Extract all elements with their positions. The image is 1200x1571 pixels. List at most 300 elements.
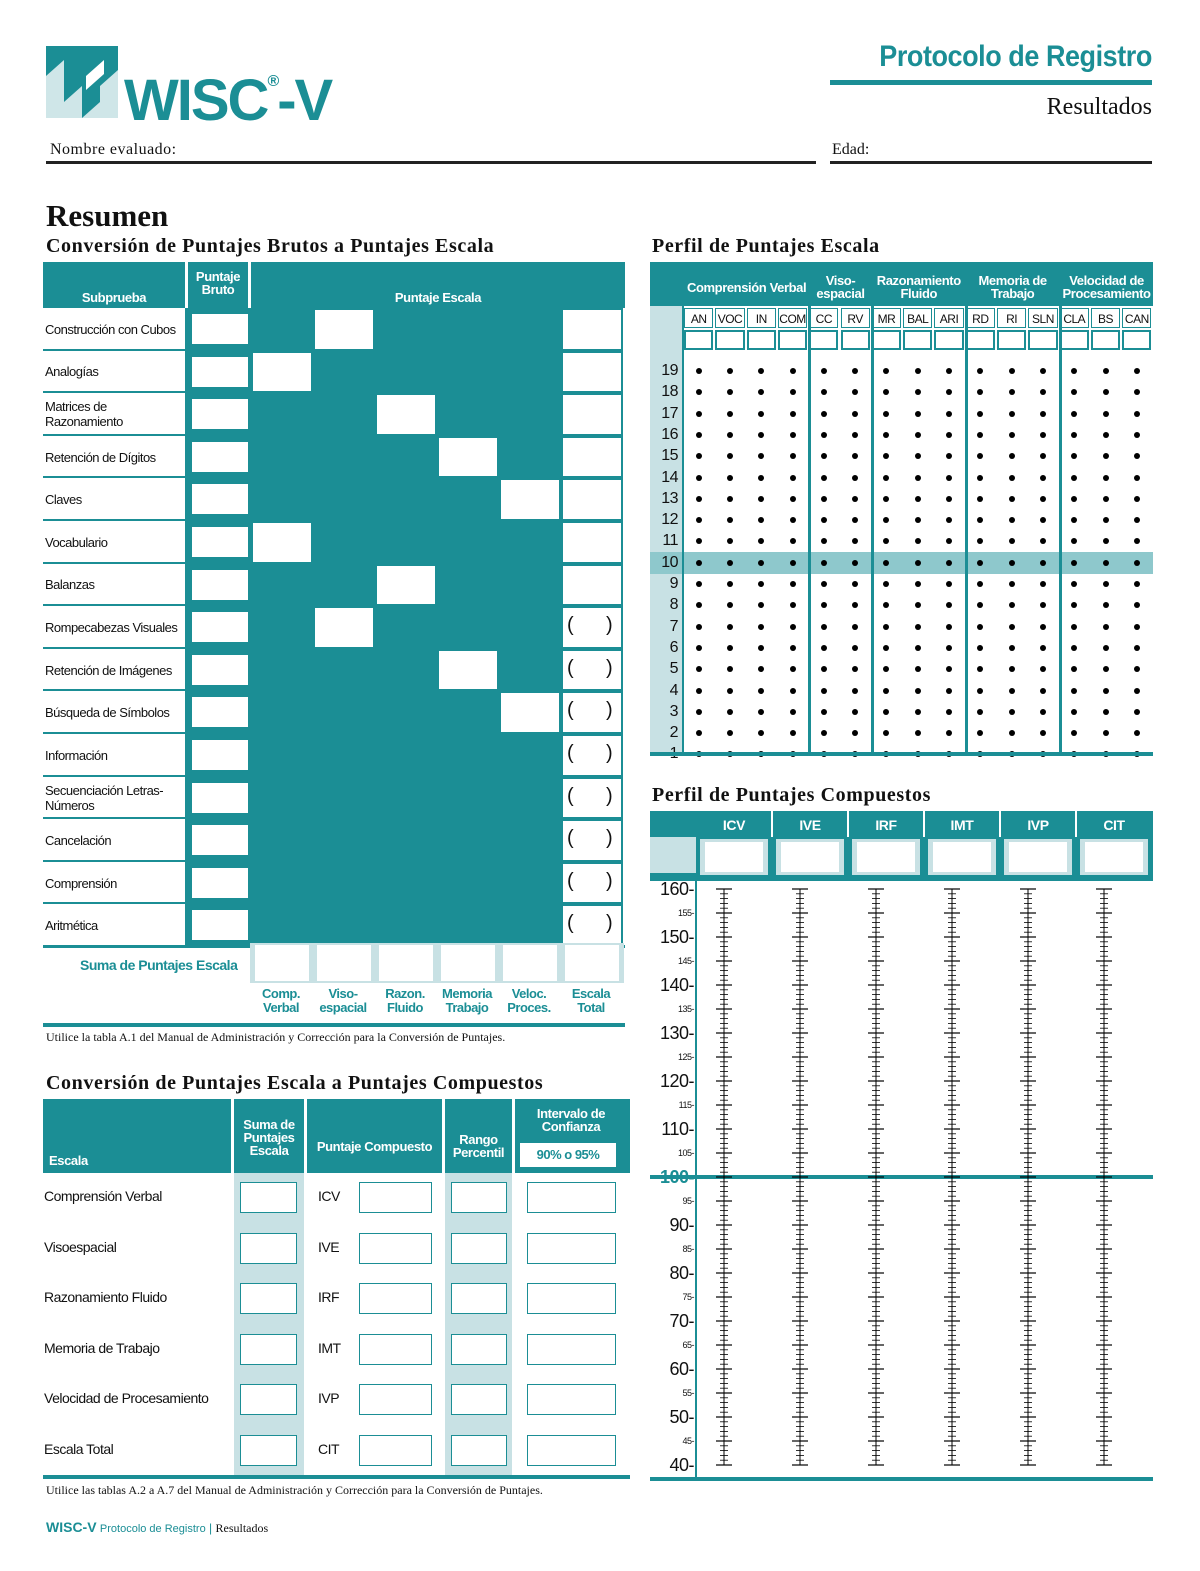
profile-dot[interactable] xyxy=(852,645,858,651)
profile-dot[interactable] xyxy=(852,389,858,395)
profile-dot[interactable] xyxy=(883,624,889,630)
raw-score-input[interactable] xyxy=(192,655,248,685)
profile-dot[interactable] xyxy=(852,688,858,694)
sum-input[interactable] xyxy=(240,1182,297,1213)
profile-dot[interactable] xyxy=(727,624,733,630)
profile-dot[interactable] xyxy=(821,389,827,395)
profile-dot[interactable] xyxy=(821,496,827,502)
profile-dot[interactable] xyxy=(790,496,796,502)
scaled-score-input[interactable] xyxy=(499,691,561,734)
profile-dot[interactable] xyxy=(727,666,733,672)
profile-dot[interactable] xyxy=(883,432,889,438)
raw-score-input[interactable] xyxy=(192,697,248,727)
profile-dot[interactable] xyxy=(946,538,952,544)
profile-score-input[interactable] xyxy=(684,330,713,350)
profile-score-input[interactable] xyxy=(1060,330,1089,350)
profile-dot[interactable] xyxy=(946,730,952,736)
profile-dot[interactable] xyxy=(758,432,764,438)
profile-dot[interactable] xyxy=(883,411,889,417)
profile-dot[interactable] xyxy=(821,709,827,715)
profile-dot[interactable] xyxy=(1040,730,1046,736)
profile-dot[interactable] xyxy=(727,581,733,587)
profile-dot[interactable] xyxy=(1009,411,1015,417)
raw-score-input[interactable] xyxy=(192,442,248,472)
profile-dot[interactable] xyxy=(1103,432,1109,438)
profile-dot[interactable] xyxy=(883,368,889,374)
profile-dot[interactable] xyxy=(883,645,889,651)
profile-dot[interactable] xyxy=(915,389,921,395)
profile-dot[interactable] xyxy=(977,368,983,374)
scaled-score-input[interactable] xyxy=(561,478,623,521)
profile-dot[interactable] xyxy=(696,453,702,459)
raw-score-input[interactable] xyxy=(192,825,248,855)
profile-dot[interactable] xyxy=(821,624,827,630)
profile-dot[interactable] xyxy=(1071,368,1077,374)
profile-dot[interactable] xyxy=(696,666,702,672)
raw-score-input[interactable] xyxy=(192,484,248,514)
profile-dot[interactable] xyxy=(915,645,921,651)
profile-dot[interactable] xyxy=(727,475,733,481)
profile-dot[interactable] xyxy=(758,389,764,395)
profile-dot[interactable] xyxy=(696,560,702,566)
profile-dot[interactable] xyxy=(696,496,702,502)
profile-dot[interactable] xyxy=(1103,602,1109,608)
profile-score-input[interactable] xyxy=(1091,330,1120,350)
profile-dot[interactable] xyxy=(1103,368,1109,374)
profile-dot[interactable] xyxy=(883,538,889,544)
profile-dot[interactable] xyxy=(946,645,952,651)
profile-dot[interactable] xyxy=(727,688,733,694)
profile-dot[interactable] xyxy=(883,453,889,459)
profile-dot[interactable] xyxy=(1040,517,1046,523)
profile-dot[interactable] xyxy=(1009,581,1015,587)
profile-dot[interactable] xyxy=(1040,432,1046,438)
sum-input[interactable] xyxy=(240,1283,297,1314)
sum-input[interactable] xyxy=(240,1334,297,1365)
profile-dot[interactable] xyxy=(946,517,952,523)
profile-dot[interactable] xyxy=(1134,517,1140,523)
profile-dot[interactable] xyxy=(696,581,702,587)
profile-dot[interactable] xyxy=(790,624,796,630)
profile-dot[interactable] xyxy=(1103,389,1109,395)
scaled-score-input[interactable] xyxy=(251,351,313,394)
profile-dot[interactable] xyxy=(883,475,889,481)
sum-scaled-input[interactable] xyxy=(503,945,557,981)
profile-dot[interactable] xyxy=(821,432,827,438)
profile-dot[interactable] xyxy=(758,517,764,523)
profile-dot[interactable] xyxy=(1071,517,1077,523)
profile-dot[interactable] xyxy=(1009,666,1015,672)
composite-input[interactable] xyxy=(359,1334,432,1365)
profile-score-input[interactable] xyxy=(747,330,776,350)
profile-dot[interactable] xyxy=(852,624,858,630)
profile-dot[interactable] xyxy=(1071,389,1077,395)
profile-dot[interactable] xyxy=(1009,624,1015,630)
profile-dot[interactable] xyxy=(852,666,858,672)
profile-dot[interactable] xyxy=(852,560,858,566)
scaled-score-input[interactable] xyxy=(437,649,499,692)
profile-dot[interactable] xyxy=(1009,475,1015,481)
raw-score-input[interactable] xyxy=(192,527,248,557)
interval-input[interactable] xyxy=(527,1283,616,1314)
profile-dot[interactable] xyxy=(852,709,858,715)
scaled-score-input[interactable] xyxy=(313,606,375,649)
profile-dot[interactable] xyxy=(977,517,983,523)
profile-dot[interactable] xyxy=(1071,453,1077,459)
sum-scaled-input[interactable] xyxy=(441,945,495,981)
profile-dot[interactable] xyxy=(977,432,983,438)
profile-dot[interactable] xyxy=(790,560,796,566)
profile-dot[interactable] xyxy=(790,581,796,587)
profile-dot[interactable] xyxy=(696,624,702,630)
profile-dot[interactable] xyxy=(946,432,952,438)
profile-dot[interactable] xyxy=(790,602,796,608)
profile-dot[interactable] xyxy=(946,688,952,694)
profile-dot[interactable] xyxy=(852,496,858,502)
profile-dot[interactable] xyxy=(696,475,702,481)
sum-input[interactable] xyxy=(240,1384,297,1415)
profile-dot[interactable] xyxy=(1103,411,1109,417)
profile-dot[interactable] xyxy=(1040,453,1046,459)
composite-input[interactable] xyxy=(359,1384,432,1415)
profile-dot[interactable] xyxy=(883,581,889,587)
profile-dot[interactable] xyxy=(1071,475,1077,481)
interval-input[interactable] xyxy=(527,1384,616,1415)
profile-dot[interactable] xyxy=(1009,602,1015,608)
profile-dot[interactable] xyxy=(1071,645,1077,651)
profile-dot[interactable] xyxy=(821,560,827,566)
profile-score-input[interactable] xyxy=(841,330,870,350)
profile-dot[interactable] xyxy=(1134,709,1140,715)
scaled-score-input[interactable] xyxy=(499,478,561,521)
profile-dot[interactable] xyxy=(1134,730,1140,736)
profile-dot[interactable] xyxy=(977,645,983,651)
profile-score-input[interactable] xyxy=(872,330,901,350)
profile-dot[interactable] xyxy=(1134,560,1140,566)
profile-dot[interactable] xyxy=(915,688,921,694)
profile-dot[interactable] xyxy=(1071,624,1077,630)
raw-score-input[interactable] xyxy=(192,570,248,600)
profile-dot[interactable] xyxy=(790,666,796,672)
profile-dot[interactable] xyxy=(1009,730,1015,736)
profile-dot[interactable] xyxy=(977,496,983,502)
profile-dot[interactable] xyxy=(790,517,796,523)
profile-dot[interactable] xyxy=(946,411,952,417)
profile-dot[interactable] xyxy=(915,624,921,630)
profile-dot[interactable] xyxy=(852,581,858,587)
age-field[interactable] xyxy=(830,161,1152,164)
profile-dot[interactable] xyxy=(915,475,921,481)
profile-dot[interactable] xyxy=(852,602,858,608)
profile-dot[interactable] xyxy=(1071,730,1077,736)
profile-dot[interactable] xyxy=(915,560,921,566)
profile-dot[interactable] xyxy=(758,496,764,502)
profile-dot[interactable] xyxy=(883,602,889,608)
profile-dot[interactable] xyxy=(883,730,889,736)
raw-score-input[interactable] xyxy=(192,910,248,940)
profile-dot[interactable] xyxy=(1040,709,1046,715)
scaled-score-input[interactable] xyxy=(561,308,623,351)
profile-dot[interactable] xyxy=(852,432,858,438)
profile-dot[interactable] xyxy=(821,475,827,481)
profile-dot[interactable] xyxy=(852,517,858,523)
profile-dot[interactable] xyxy=(1040,581,1046,587)
scaled-score-input[interactable] xyxy=(375,393,437,436)
profile-dot[interactable] xyxy=(821,730,827,736)
profile-dot[interactable] xyxy=(821,581,827,587)
profile-dot[interactable] xyxy=(1071,709,1077,715)
profile-dot[interactable] xyxy=(696,602,702,608)
raw-score-input[interactable] xyxy=(192,399,248,429)
profile-score-input[interactable] xyxy=(966,330,995,350)
profile-dot[interactable] xyxy=(1103,581,1109,587)
profile-dot[interactable] xyxy=(883,517,889,523)
profile-score-input[interactable] xyxy=(1122,330,1151,350)
profile-score-input[interactable] xyxy=(903,330,932,350)
profile-dot[interactable] xyxy=(1134,368,1140,374)
profile-dot[interactable] xyxy=(1071,688,1077,694)
profile-dot[interactable] xyxy=(790,538,796,544)
profile-dot[interactable] xyxy=(915,602,921,608)
profile-dot[interactable] xyxy=(1103,624,1109,630)
raw-score-input[interactable] xyxy=(192,783,248,813)
profile-dot[interactable] xyxy=(758,602,764,608)
profile-dot[interactable] xyxy=(727,709,733,715)
profile-dot[interactable] xyxy=(946,709,952,715)
profile-dot[interactable] xyxy=(727,538,733,544)
profile-dot[interactable] xyxy=(758,730,764,736)
profile-dot[interactable] xyxy=(758,624,764,630)
profile-dot[interactable] xyxy=(1103,645,1109,651)
profile-dot[interactable] xyxy=(1134,624,1140,630)
profile-dot[interactable] xyxy=(1103,666,1109,672)
profile-dot[interactable] xyxy=(1103,517,1109,523)
profile-dot[interactable] xyxy=(946,560,952,566)
profile-dot[interactable] xyxy=(727,411,733,417)
profile-dot[interactable] xyxy=(915,453,921,459)
scaled-score-input[interactable] xyxy=(561,393,623,436)
profile-dot[interactable] xyxy=(915,432,921,438)
profile-dot[interactable] xyxy=(883,666,889,672)
profile-dot[interactable] xyxy=(1009,645,1015,651)
profile-dot[interactable] xyxy=(1040,666,1046,672)
percentile-input[interactable] xyxy=(451,1384,507,1415)
profile-dot[interactable] xyxy=(1009,389,1015,395)
raw-score-input[interactable] xyxy=(192,357,248,387)
profile-dot[interactable] xyxy=(977,666,983,672)
scaled-score-input[interactable] xyxy=(561,351,623,394)
profile-dot[interactable] xyxy=(1071,666,1077,672)
profile-dot[interactable] xyxy=(758,368,764,374)
profile-dot[interactable] xyxy=(915,666,921,672)
profile-dot[interactable] xyxy=(696,517,702,523)
percentile-input[interactable] xyxy=(451,1334,507,1365)
profile-dot[interactable] xyxy=(977,602,983,608)
profile-dot[interactable] xyxy=(1040,560,1046,566)
profile-dot[interactable] xyxy=(1103,475,1109,481)
profile-dot[interactable] xyxy=(1103,538,1109,544)
scaled-score-input[interactable] xyxy=(561,564,623,607)
profile-dot[interactable] xyxy=(883,389,889,395)
profile-dot[interactable] xyxy=(1009,688,1015,694)
profile-dot[interactable] xyxy=(1009,432,1015,438)
profile-dot[interactable] xyxy=(1040,602,1046,608)
profile-dot[interactable] xyxy=(1134,581,1140,587)
profile-dot[interactable] xyxy=(1103,688,1109,694)
profile-dot[interactable] xyxy=(696,368,702,374)
profile-dot[interactable] xyxy=(1134,411,1140,417)
sum-scaled-input[interactable] xyxy=(565,945,619,981)
profile-dot[interactable] xyxy=(727,496,733,502)
profile-dot[interactable] xyxy=(946,581,952,587)
profile-dot[interactable] xyxy=(790,709,796,715)
profile-dot[interactable] xyxy=(883,688,889,694)
profile-dot[interactable] xyxy=(915,730,921,736)
profile-dot[interactable] xyxy=(1040,368,1046,374)
profile-dot[interactable] xyxy=(1134,389,1140,395)
scaled-score-input[interactable] xyxy=(561,521,623,564)
profile-dot[interactable] xyxy=(852,368,858,374)
profile-dot[interactable] xyxy=(977,730,983,736)
profile-dot[interactable] xyxy=(758,666,764,672)
profile-dot[interactable] xyxy=(977,624,983,630)
profile-dot[interactable] xyxy=(696,432,702,438)
profile-dot[interactable] xyxy=(1040,538,1046,544)
profile-dot[interactable] xyxy=(946,453,952,459)
profile-dot[interactable] xyxy=(1103,709,1109,715)
profile-dot[interactable] xyxy=(758,475,764,481)
profile-dot[interactable] xyxy=(790,730,796,736)
percentile-input[interactable] xyxy=(451,1182,507,1213)
profile-dot[interactable] xyxy=(1071,538,1077,544)
profile-dot[interactable] xyxy=(977,688,983,694)
profile-dot[interactable] xyxy=(1071,560,1077,566)
profile-dot[interactable] xyxy=(915,496,921,502)
profile-dot[interactable] xyxy=(1071,581,1077,587)
composite-input[interactable] xyxy=(359,1435,432,1466)
scaled-score-input[interactable] xyxy=(561,436,623,479)
profile-dot[interactable] xyxy=(758,538,764,544)
profile-score-input[interactable] xyxy=(1028,330,1057,350)
profile-dot[interactable] xyxy=(758,688,764,694)
profile-dot[interactable] xyxy=(1134,602,1140,608)
profile-dot[interactable] xyxy=(1009,538,1015,544)
profile-dot[interactable] xyxy=(1134,475,1140,481)
profile-dot[interactable] xyxy=(977,709,983,715)
scaled-score-input[interactable] xyxy=(437,436,499,479)
sum-input[interactable] xyxy=(240,1233,297,1264)
profile-dot[interactable] xyxy=(1134,432,1140,438)
profile-dot[interactable] xyxy=(1134,453,1140,459)
profile-score-input[interactable] xyxy=(778,330,807,350)
profile-dot[interactable] xyxy=(758,453,764,459)
interval-input[interactable] xyxy=(527,1334,616,1365)
profile-dot[interactable] xyxy=(727,730,733,736)
profile-dot[interactable] xyxy=(727,368,733,374)
profile-dot[interactable] xyxy=(790,475,796,481)
profile-dot[interactable] xyxy=(727,453,733,459)
profile-dot[interactable] xyxy=(821,538,827,544)
profile-dot[interactable] xyxy=(852,538,858,544)
profile-dot[interactable] xyxy=(1040,411,1046,417)
profile-score-input[interactable] xyxy=(934,330,963,350)
profile-dot[interactable] xyxy=(1103,560,1109,566)
profile-dot[interactable] xyxy=(915,411,921,417)
profile-dot[interactable] xyxy=(1009,496,1015,502)
percentile-input[interactable] xyxy=(451,1233,507,1264)
profile-dot[interactable] xyxy=(727,432,733,438)
percentile-input[interactable] xyxy=(451,1435,507,1466)
profile-dot[interactable] xyxy=(790,645,796,651)
profile-dot[interactable] xyxy=(696,538,702,544)
profile-dot[interactable] xyxy=(821,602,827,608)
profile-dot[interactable] xyxy=(790,411,796,417)
raw-score-input[interactable] xyxy=(192,314,248,344)
profile-dot[interactable] xyxy=(946,666,952,672)
profile-dot[interactable] xyxy=(977,475,983,481)
raw-score-input[interactable] xyxy=(192,612,248,642)
profile-dot[interactable] xyxy=(790,389,796,395)
profile-dot[interactable] xyxy=(1134,666,1140,672)
profile-dot[interactable] xyxy=(1040,496,1046,502)
profile-dot[interactable] xyxy=(1040,389,1046,395)
sum-input[interactable] xyxy=(240,1435,297,1466)
profile-dot[interactable] xyxy=(946,624,952,630)
interval-input[interactable] xyxy=(527,1233,616,1264)
profile-dot[interactable] xyxy=(977,538,983,544)
profile-dot[interactable] xyxy=(852,730,858,736)
composite-input[interactable] xyxy=(359,1283,432,1314)
profile-dot[interactable] xyxy=(1009,453,1015,459)
profile-dot[interactable] xyxy=(946,602,952,608)
percentile-input[interactable] xyxy=(451,1283,507,1314)
scaled-score-input[interactable] xyxy=(313,308,375,351)
profile-dot[interactable] xyxy=(758,645,764,651)
profile-dot[interactable] xyxy=(977,453,983,459)
profile-dot[interactable] xyxy=(1071,432,1077,438)
profile-score-input[interactable] xyxy=(715,330,744,350)
profile-dot[interactable] xyxy=(915,517,921,523)
profile-score-input[interactable] xyxy=(997,330,1026,350)
profile-dot[interactable] xyxy=(821,411,827,417)
profile-dot[interactable] xyxy=(946,475,952,481)
profile-dot[interactable] xyxy=(727,517,733,523)
raw-score-input[interactable] xyxy=(192,740,248,770)
profile-dot[interactable] xyxy=(696,389,702,395)
profile-dot[interactable] xyxy=(1040,475,1046,481)
scaled-score-input[interactable] xyxy=(251,521,313,564)
sum-scaled-input[interactable] xyxy=(255,945,309,981)
scaled-score-input[interactable] xyxy=(375,564,437,607)
interval-input[interactable] xyxy=(527,1182,616,1213)
profile-dot[interactable] xyxy=(696,709,702,715)
sum-scaled-input[interactable] xyxy=(317,945,371,981)
profile-dot[interactable] xyxy=(790,453,796,459)
profile-dot[interactable] xyxy=(758,709,764,715)
profile-dot[interactable] xyxy=(946,389,952,395)
profile-dot[interactable] xyxy=(977,581,983,587)
profile-dot[interactable] xyxy=(727,602,733,608)
profile-dot[interactable] xyxy=(696,688,702,694)
profile-dot[interactable] xyxy=(852,453,858,459)
profile-dot[interactable] xyxy=(1071,602,1077,608)
profile-dot[interactable] xyxy=(696,411,702,417)
profile-dot[interactable] xyxy=(1103,496,1109,502)
profile-dot[interactable] xyxy=(883,496,889,502)
profile-dot[interactable] xyxy=(821,517,827,523)
profile-dot[interactable] xyxy=(1009,368,1015,374)
profile-dot[interactable] xyxy=(1134,538,1140,544)
